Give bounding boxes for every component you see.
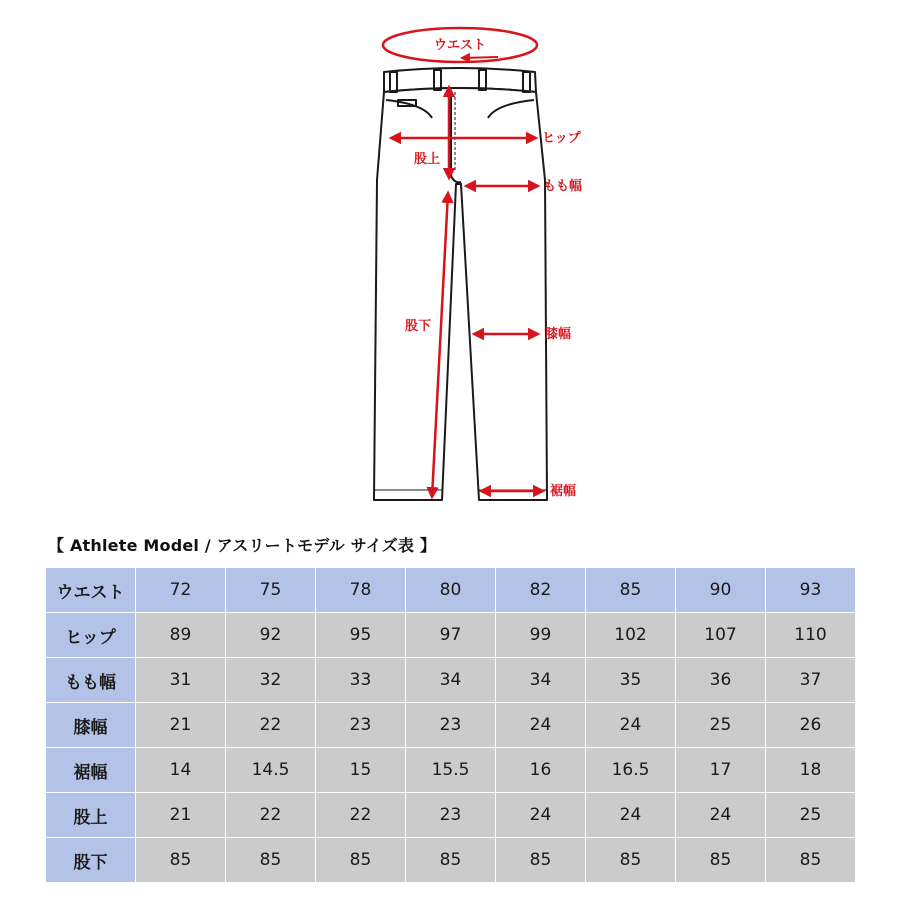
row-header: 膝幅	[46, 703, 136, 748]
table-cell: 14.5	[226, 748, 316, 793]
table-cell: 25	[676, 703, 766, 748]
row-header: ヒップ	[46, 613, 136, 658]
table-cell: 80	[406, 568, 496, 613]
table-cell: 25	[766, 793, 856, 838]
table-cell: 85	[496, 838, 586, 883]
table-cell: 26	[766, 703, 856, 748]
table-cell: 37	[766, 658, 856, 703]
row-header: 股上	[46, 793, 136, 838]
table-cell: 90	[676, 568, 766, 613]
thigh-label: もも幅	[543, 179, 583, 194]
table-cell: 93	[766, 568, 856, 613]
table-row	[46, 658, 856, 703]
table-row	[46, 568, 856, 613]
table-cell: 85	[586, 568, 676, 613]
table-cell: 35	[586, 658, 676, 703]
table-cell: 75	[226, 568, 316, 613]
table-cell: 18	[766, 748, 856, 793]
table-cell: 24	[496, 703, 586, 748]
table-cell: 23	[406, 793, 496, 838]
table-cell: 32	[226, 658, 316, 703]
size-table-title: 【 Athlete Model / アスリートモデル サイズ表 】	[48, 536, 437, 555]
table-cell: 85	[226, 838, 316, 883]
table-cell: 85	[766, 838, 856, 883]
table-cell: 82	[496, 568, 586, 613]
table-cell: 85	[676, 838, 766, 883]
table-cell: 23	[316, 703, 406, 748]
table-cell: 24	[586, 793, 676, 838]
hip-label: ヒップ	[542, 131, 581, 146]
table-cell: 14	[136, 748, 226, 793]
knee-label: 膝幅	[545, 327, 572, 342]
table-cell: 85	[316, 838, 406, 883]
table-cell: 72	[136, 568, 226, 613]
table-cell: 22	[316, 793, 406, 838]
table-cell: 22	[226, 793, 316, 838]
table-cell: 95	[316, 613, 406, 658]
table-cell: 102	[586, 613, 676, 658]
waist-ellipse-marker	[383, 28, 537, 62]
table-cell: 33	[316, 658, 406, 703]
table-cell: 21	[136, 793, 226, 838]
table-cell: 92	[226, 613, 316, 658]
table-cell: 78	[316, 568, 406, 613]
table-cell: 85	[406, 838, 496, 883]
table-cell: 17	[676, 748, 766, 793]
row-header: もも幅	[46, 658, 136, 703]
table-cell: 85	[136, 838, 226, 883]
row-header: 股下	[46, 838, 136, 883]
row-header: ウエスト	[46, 568, 136, 613]
table-row	[46, 793, 856, 838]
table-cell: 22	[226, 703, 316, 748]
table-cell: 16	[496, 748, 586, 793]
size-table	[45, 567, 856, 883]
table-cell: 24	[586, 703, 676, 748]
table-row	[46, 613, 856, 658]
table-cell: 24	[676, 793, 766, 838]
table-cell: 89	[136, 613, 226, 658]
table-cell: 99	[496, 613, 586, 658]
table-row	[46, 838, 856, 883]
table-cell: 15	[316, 748, 406, 793]
waist-label: ウエスト	[433, 38, 487, 53]
table-cell: 23	[406, 703, 496, 748]
table-cell: 15.5	[406, 748, 496, 793]
table-cell: 24	[496, 793, 586, 838]
table-row	[46, 703, 856, 748]
table-cell: 34	[406, 658, 496, 703]
table-cell: 16.5	[586, 748, 676, 793]
table-cell: 36	[676, 658, 766, 703]
table-cell: 34	[496, 658, 586, 703]
rise-label: 股上	[414, 152, 441, 167]
row-header: 裾幅	[46, 748, 136, 793]
table-cell: 31	[136, 658, 226, 703]
table-cell: 21	[136, 703, 226, 748]
table-cell: 110	[766, 613, 856, 658]
table-row	[46, 748, 856, 793]
hem-label: 裾幅	[550, 484, 577, 499]
pants-outline	[374, 68, 547, 500]
table-cell: 85	[586, 838, 676, 883]
table-cell: 97	[406, 613, 496, 658]
inseam-label: 股下	[405, 319, 432, 334]
table-cell: 107	[676, 613, 766, 658]
